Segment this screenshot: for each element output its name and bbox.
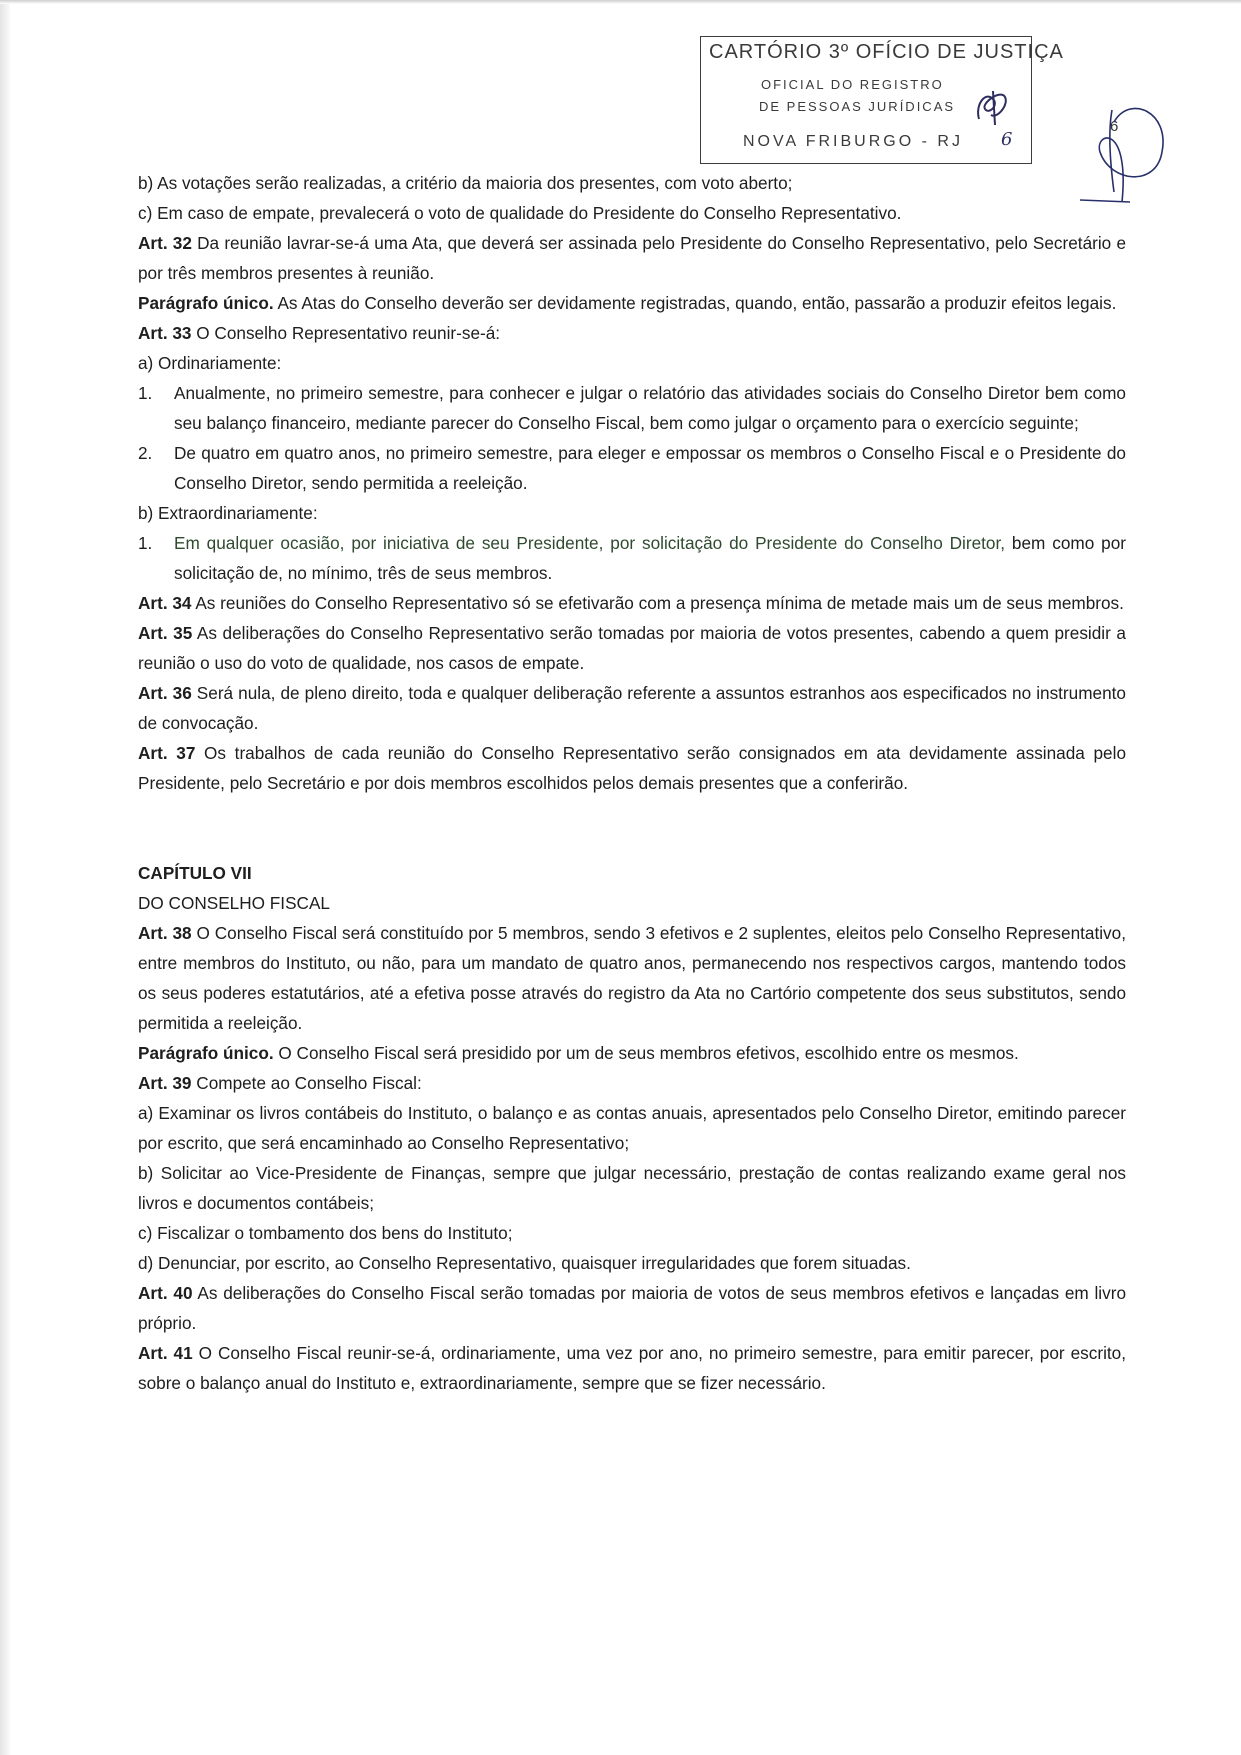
article-39: [138, 1068, 1126, 1098]
extraordinary-heading: b) Extraordinariamente:: [138, 503, 318, 523]
competence-c: c) Fiscalizar o tombamento dos bens do Instituto;: [138, 1223, 513, 1243]
article-33-label: Art. 33: [138, 323, 192, 343]
article-41-text: O Conselho Fiscal reunir-se-á, ordinariamente, uma vez por ano, no primeiro semestre, para emitir parecer, por escrito, sobre o balanço anual do Instituto e, extraordinariamente, sempre que se fizer necessário.: [138, 1343, 1126, 1393]
sole-paragraph-text: O Conselho Fiscal será presidido por um de seus membros efetivos, escolhido entre os mesmos.: [273, 1043, 1019, 1063]
list-item-quadrennial: [138, 438, 1126, 498]
registry-stamp: [700, 36, 1064, 164]
stamp-line-city: NOVA FRIBURGO - RJ: [743, 133, 963, 150]
sole-paragraph-label: Parágrafo único.: [138, 1043, 274, 1063]
stamp-line-pessoas: DE PESSOAS JURÍDICAS: [759, 99, 956, 114]
article-39-label: Art. 39: [138, 1073, 192, 1093]
list-item-text: Anualmente, no primeiro semestre, para conhecer e julgar o relatório das atividades sociais do Conselho Diretor bem como seu balanço financeiro, mediante parecer do Conselho Fiscal, bem como julgar o orçamento para o exercício seguinte;: [174, 383, 1126, 433]
competence-a: a) Examinar os livros contábeis do Instituto, o balanço e as contas anuais, apresentados pelo Conselho Diretor, emitindo parecer por escrito, que será encaminhado ao Conselho Representativo;: [138, 1103, 1126, 1153]
list-item-text: De quatro em quatro anos, no primeiro semestre, para eleger e empossar os membros o Conselho Fiscal e o Presidente do Conselho Diretor, sendo permitida a reeleição.: [174, 443, 1126, 493]
article-36: [138, 678, 1126, 738]
article-33: [138, 318, 1126, 348]
paragraph-tie: c) Em caso de empate, prevalecerá o voto de qualidade do Presidente do Conselho Representativo.: [138, 203, 902, 223]
article-32: [138, 228, 1126, 288]
article-37: [138, 738, 1126, 798]
stamp-line-cartorio: CARTÓRIO 3º OFÍCIO DE JUSTIÇA: [709, 41, 1064, 63]
list-item-annual: [138, 378, 1126, 438]
article-41-label: Art. 41: [138, 1343, 193, 1363]
document-body: [138, 168, 1126, 1398]
scan-edge-top: [0, 0, 1241, 4]
article-38-text: O Conselho Fiscal será constituído por 5 membros, sendo 3 efetivos e 2 suplentes, eleitos pelo Conselho Representativo, entre membros do Instituto, ou não, para um mandato de quatro anos, permanecendo nos respectivos cargos, mantendo todos os seus poderes estatutários, até a efetiva posse através do registro da Ata no Cartório competente dos seus substitutos, sendo permitida a reeleição.: [138, 923, 1126, 1033]
article-36-label: Art. 36: [138, 683, 192, 703]
list-item-text-second: bem como por solicitação de, no mínimo, três de seus membros.: [174, 533, 1126, 583]
chapter-subtitle: DO CONSELHO FISCAL: [138, 893, 330, 913]
sole-paragraph-text: As Atas do Conselho deverão ser devidamente registradas, quando, então, passarão a produzir efeitos legais.: [273, 293, 1117, 313]
stamp-initials-signature: [971, 85, 1015, 129]
article-39-text: Compete ao Conselho Fiscal:: [191, 1073, 422, 1093]
list-item-any-occasion: [138, 528, 1126, 588]
article-40-label: Art. 40: [138, 1283, 193, 1303]
article-35: [138, 618, 1126, 678]
article-37-text: Os trabalhos de cada reunião do Conselho Representativo serão consignados em ata devidamente assinada pelo Presidente, pelo Secretário e por dois membros escolhidos pelos demais presentes que a conferirão.: [138, 743, 1126, 793]
page-number: 6: [1110, 118, 1119, 135]
article-40: [138, 1278, 1126, 1338]
stamp-line-oficial: OFICIAL DO REGISTRO: [761, 77, 944, 92]
chapter-spacer: [138, 798, 1126, 858]
paragraph-voting: b) As votações serão realizadas, a critério da maioria dos presentes, com voto aberto;: [138, 173, 793, 193]
list-item-number: 1.: [138, 383, 153, 403]
list-item-number: 2.: [138, 443, 153, 463]
sole-paragraph-label: Parágrafo único.: [138, 293, 274, 313]
article-38-label: Art. 38: [138, 923, 192, 943]
article-34-text: As reuniões do Conselho Representativo só se efetivarão com a presença mínima de metade mais um de seus membros.: [191, 593, 1124, 613]
article-36-text: Será nula, de pleno direito, toda e qualquer deliberação referente a assuntos estranhos aos especificados no instrumento de convocação.: [138, 683, 1126, 733]
sole-paragraph-atas: [138, 288, 1126, 318]
competence-d: d) Denunciar, por escrito, ao Conselho Representativo, quaisquer irregularidades que forem situadas.: [138, 1253, 911, 1273]
article-35-text: As deliberações do Conselho Representativo serão tomadas por maioria de votos presentes, cabendo a quem presidir a reunião o uso do voto de qualidade, nos casos de empate.: [138, 623, 1126, 673]
article-41: [138, 1338, 1126, 1398]
list-item-text-first: Em qualquer ocasião, por iniciativa de seu Presidente, por solicitação do Presidente do Conselho Diretor,: [174, 533, 1006, 553]
article-32-label: Art. 32: [138, 233, 192, 253]
article-34: [138, 588, 1126, 618]
stamp-sheet-number: 6: [1001, 129, 1013, 150]
article-40-text: As deliberações do Conselho Fiscal serão tomadas por maioria de votos de seus membros efetivos e lançadas em livro próprio.: [138, 1283, 1126, 1333]
article-35-label: Art. 35: [138, 623, 193, 643]
article-34-label: Art. 34: [138, 593, 192, 613]
competence-b: b) Solicitar ao Vice-Presidente de Finanças, sempre que julgar necessário, prestação de contas realizando exame geral nos livros e documentos contábeis;: [138, 1163, 1126, 1213]
scan-edge-left: [0, 0, 10, 1755]
ordinary-heading: a) Ordinariamente:: [138, 353, 282, 373]
chapter-title: CAPÍTULO VII: [138, 863, 252, 883]
list-item-number: 1.: [138, 533, 153, 553]
article-32-text: Da reunião lavrar-se-á uma Ata, que deverá ser assinada pelo Presidente do Conselho Representativo, pelo Secretário e por três membros presentes à reunião.: [138, 233, 1126, 283]
article-38: [138, 918, 1126, 1038]
article-33-text: O Conselho Representativo reunir-se-á:: [191, 323, 501, 343]
sole-paragraph-fiscal: [138, 1038, 1126, 1068]
article-37-label: Art. 37: [138, 743, 196, 763]
